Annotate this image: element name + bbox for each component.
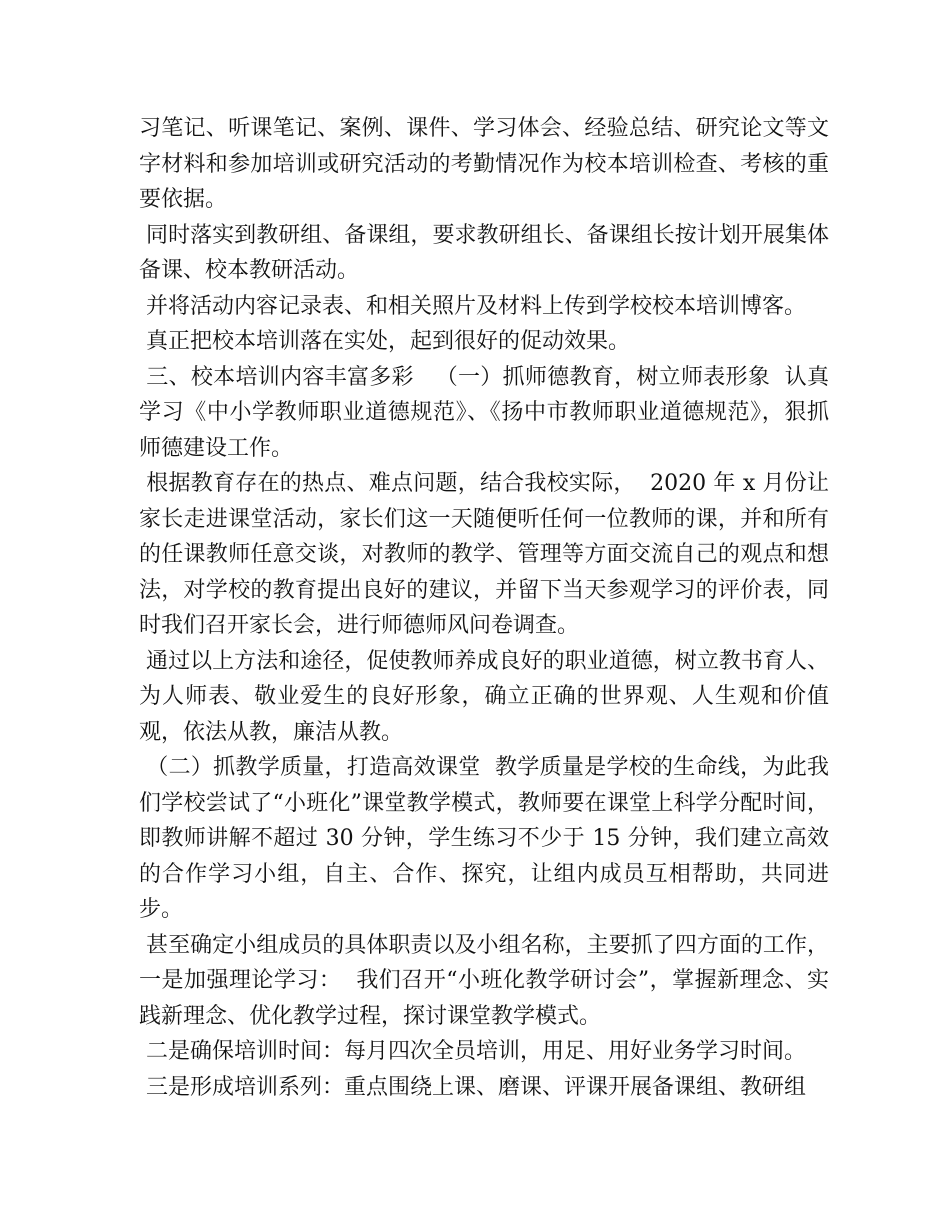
paragraph-11: 三是形成培训系列：重点围绕上课、磨课、评课开展备课组、教研组 xyxy=(139,1074,807,1100)
paragraph-4: 真正把校本培训落在实处，起到很好的促动效果。 xyxy=(139,329,631,354)
paragraph-6: 根据教育存在的热点、难点问题，结合我校实际， 2020 年 x 月份让家长走进课堂活动，家长们这一天随便听任何一位教师的课，并和所有的任课教师任意交谈，对教师的教学、管理等方面交流自己的观点和想法，对学校的教育提出良好的建议，并留下当天参观学习的评价表，同时我们召开家长会，进行师德师风问卷调查。 xyxy=(139,471,829,638)
paragraph-9: 甚至确定小组成员的具体职责以及小组名称，主要抓了四方面的工作，一是加强理论学习： 我们召开“小班化教学研讨会”，掌握新理念、实践新理念、优化教学过程，探讨课堂教学模式。 xyxy=(139,932,829,1029)
paragraph-2: 同时落实到教研组、备课组，要求教研组长、备课组长按计划开展集体备课、校本教研活动。 xyxy=(139,222,829,283)
document-body xyxy=(139,111,829,1105)
paragraph-7: 通过以上方法和途径，促使教师养成良好的职业道德，树立教书育人、为人师表、敬业爱生的良好形象，确立正确的世界观、人生观和价值观，依法从教，廉洁从教。 xyxy=(139,648,829,745)
paragraph-3: 并将活动内容记录表、和相关照片及材料上传到学校校本培训博客。 xyxy=(139,293,807,319)
paragraph-5: 三、校本培训内容丰富多彩 （一）抓师德教育，树立师表形象 认真学习《中小学教师职业道德规范》、《扬中市教师职业道德规范》，狠抓师德建设工作。 xyxy=(139,364,830,461)
paragraph-8: （二）抓教学质量，打造高效课堂 教学质量是学校的生命线，为此我们学校尝试了“小班化”课堂教学模式，教师要在课堂上科学分配时间，即教师讲解不超过 30 分钟，学生练习不少于 15 分钟，我们建立高效的合作学习小组，自主、合作、探究，让组内成员互相帮助，共同进步。 xyxy=(139,755,829,922)
paragraph-1: 习笔记、听课笔记、案例、课件、学习体会、经验总结、研究论文等文字材料和参加培训或研究活动的考勤情况作为校本培训检查、考核的重要依据。 xyxy=(139,116,829,212)
paragraph-10: 二是确保培训时间：每月四次全员培训，用足、用好业务学习时间。 xyxy=(139,1039,807,1064)
